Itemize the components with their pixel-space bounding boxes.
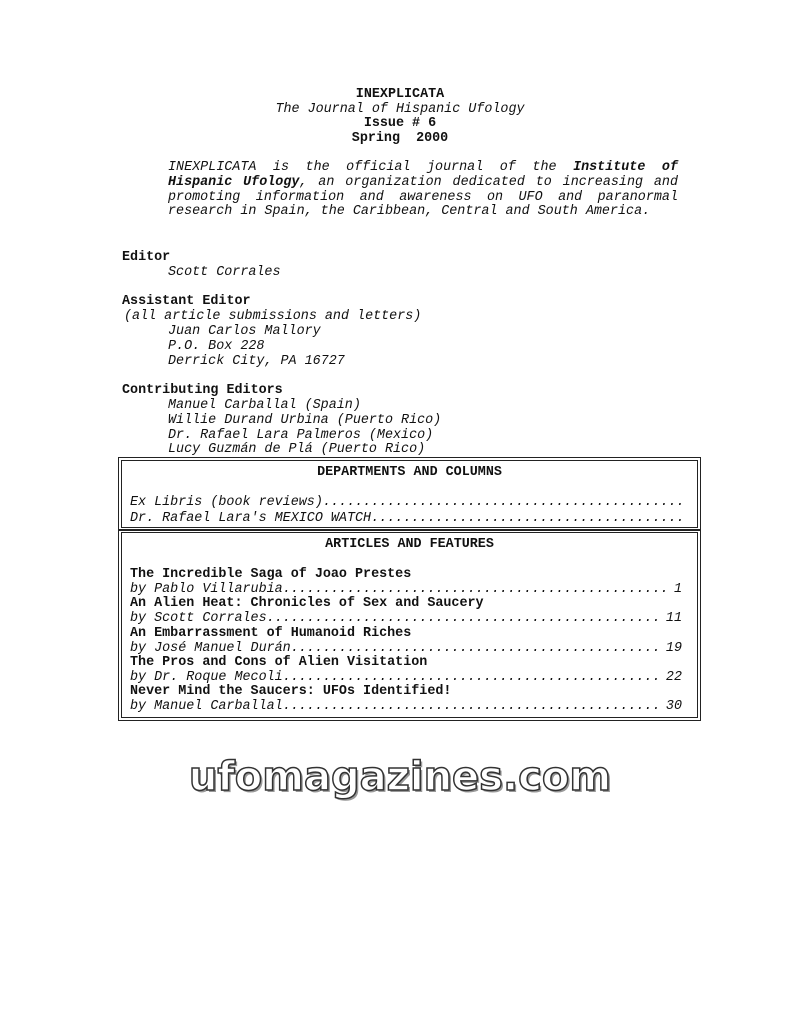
article-byline: by Scott Corrales: [130, 611, 267, 626]
institute-name: Institute of Hispanic Ufology: [168, 160, 678, 190]
departments-box: [121, 460, 698, 528]
toc-entry: [130, 496, 682, 511]
assistant-editor-name: Juan Carlos Mallory: [168, 324, 321, 339]
toc-entry-label: Ex Libris (book reviews): [130, 495, 323, 510]
article-byline-row: [130, 700, 682, 715]
article-byline: by José Manuel Durán: [130, 641, 291, 656]
article-title: The Pros and Cons of Alien Visitation: [130, 655, 428, 670]
dot-leader: [267, 612, 660, 627]
article-byline: by Manuel Carballal: [130, 699, 283, 714]
dot-leader: [371, 512, 682, 527]
dot-leader: [283, 700, 660, 715]
article-title: An Alien Heat: Chronicles of Sex and Saucery: [130, 596, 484, 611]
dot-leader: [323, 496, 682, 511]
contributing-editor: Dr. Rafael Lara Palmeros (Mexico): [168, 428, 434, 443]
issue-number: Issue # 6: [363, 116, 437, 131]
contributing-editor: Willie Durand Urbina (Puerto Rico): [168, 413, 442, 428]
watermark: ufomagazines.com: [188, 754, 612, 800]
page-number: 22: [665, 670, 682, 685]
editor-heading: Editor: [122, 250, 171, 265]
intro-paragraph: [168, 161, 678, 220]
contributing-editors-heading: Contributing Editors: [122, 383, 283, 398]
issue-season: Spring 2000: [351, 131, 449, 146]
submissions-note: (all article submissions and letters): [124, 309, 422, 324]
address-line-2: Derrick City, PA 16727: [168, 354, 345, 369]
contributing-editor: Manuel Carballal (Spain): [168, 398, 361, 413]
journal-subtitle: The Journal of Hispanic Ufology: [275, 102, 525, 117]
page-number: 19: [665, 641, 682, 656]
intro-text-1: INEXPLICATA is the official journal of the: [168, 160, 574, 175]
intro-text-2: , an organization dedicated to increasing and promoting information and awareness on UFO and paranormal research in Spain, the Caribbean, Central and South America.: [168, 174, 678, 220]
journal-title: INEXPLICATA: [355, 87, 445, 102]
article-byline: by Dr. Roque Mecoli: [130, 670, 283, 685]
page-number: 1: [673, 582, 682, 597]
contributing-editor: Lucy Guzmán de Plá (Puerto Rico): [168, 442, 426, 457]
article-byline: by Pablo Villarubia: [130, 582, 283, 597]
article-title: An Embarrassment of Humanoid Riches: [130, 626, 412, 641]
toc-entry: [130, 512, 682, 527]
page-number: 30: [665, 699, 682, 714]
articles-title: ARTICLES AND FEATURES: [325, 537, 494, 552]
editor-name: Scott Corrales: [168, 265, 281, 280]
toc-entry-label: Dr. Rafael Lara's MEXICO WATCH: [130, 511, 372, 526]
page-number: 11: [665, 611, 682, 626]
article-title: Never Mind the Saucers: UFOs Identified!: [130, 684, 452, 699]
article-title: The Incredible Saga of Joao Prestes: [130, 567, 412, 582]
article-byline-row: [130, 612, 682, 627]
assistant-editor-heading: Assistant Editor: [122, 294, 251, 309]
address-line-1: P.O. Box 228: [168, 339, 265, 354]
articles-box: [121, 532, 698, 718]
departments-title: DEPARTMENTS AND COLUMNS: [317, 465, 502, 480]
